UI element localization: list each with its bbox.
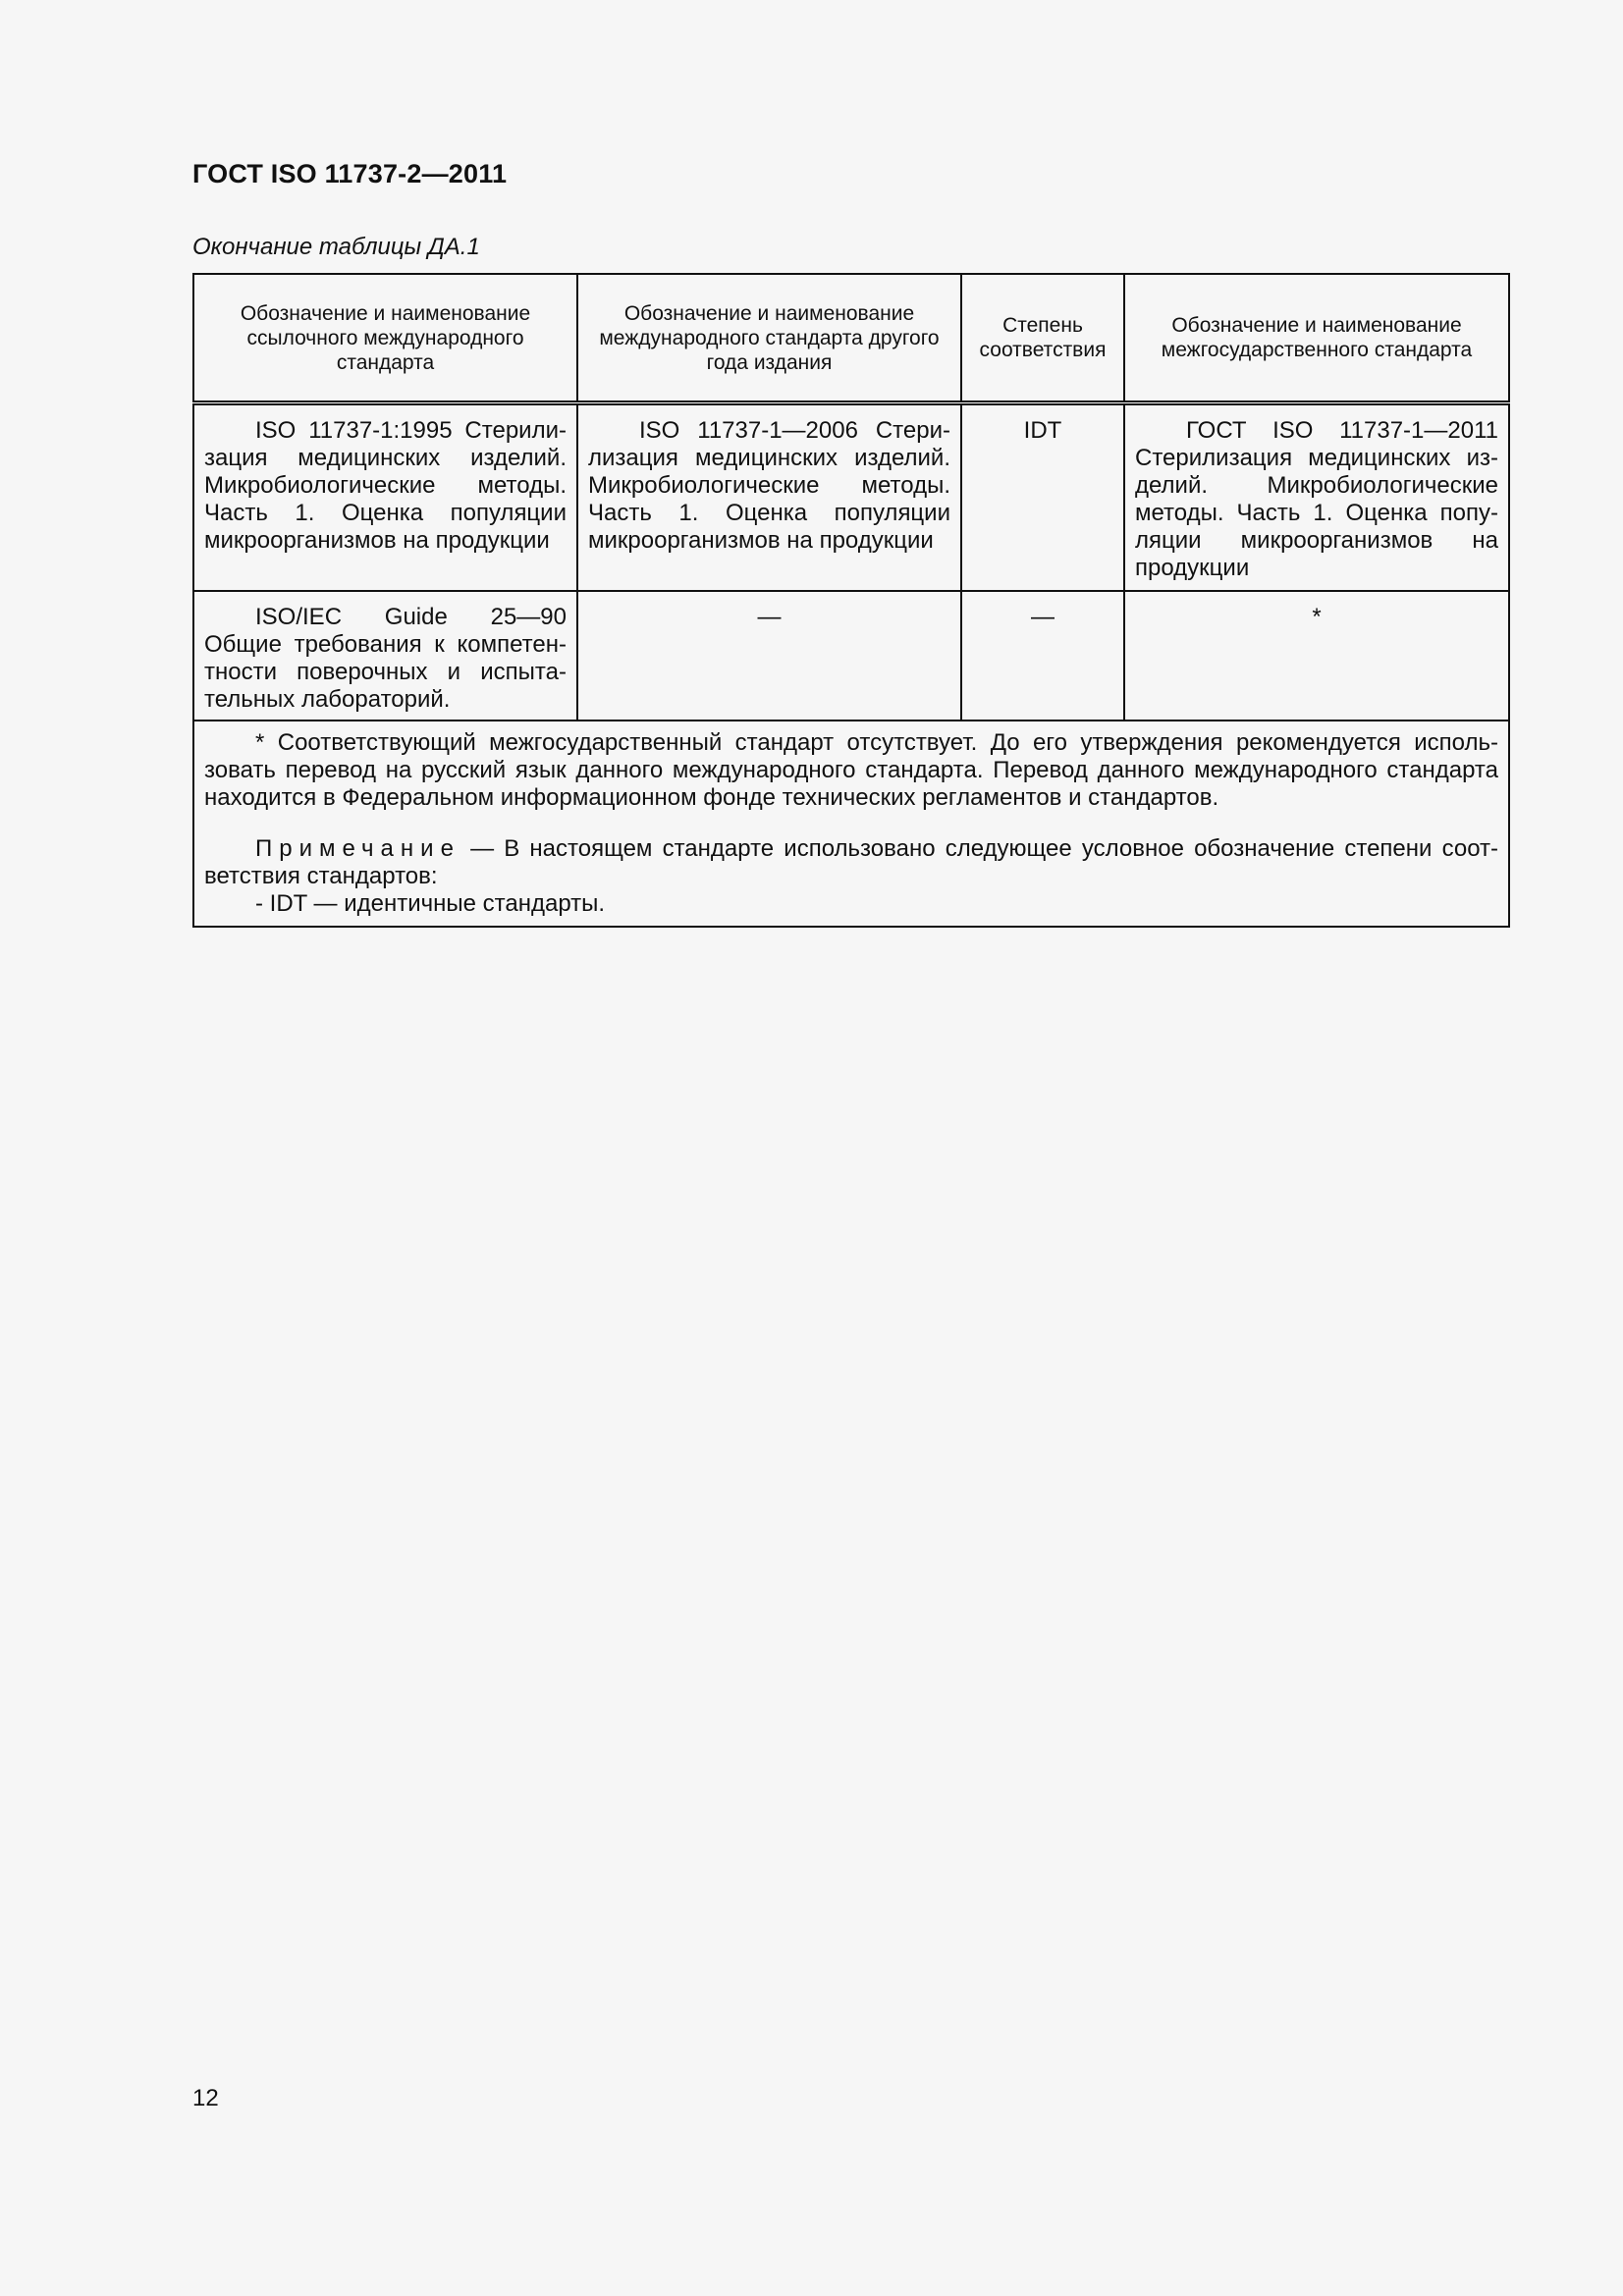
table-cell: IDT — [961, 403, 1124, 592]
page-number: 12 — [192, 2085, 219, 2111]
note-list-item: - IDT — идентичные стандарты. — [255, 890, 606, 917]
table-cell: ГОСТ ISO 11737-1—2011 Стерилизация медицинских изделий. Микробиологические методы. Часть 1. Оценка популяции микроорганизмов на продукции — [1124, 403, 1509, 592]
table-cell: ISO 11737-1:1995 Стерилизация медицинских изделий. Микробиологические методы. Часть 1. Оценка популяции микроорганизмов на продукции — [193, 403, 577, 592]
column-header-interstate-standard: Обозначение и наименование межгосударственного стандарта — [1124, 274, 1509, 403]
table-row — [193, 403, 1509, 592]
note-label: Примечание — [255, 835, 460, 862]
table-cell: ISO/IEC Guide 25—90 Общие требования к компетентности поверочных и испытательных лабораторий. — [193, 591, 577, 721]
column-header-degree: Степень соответствия — [961, 274, 1124, 403]
table-cell: ISO 11737-1—2006 Стерилизация медицинских изделий. Микробиологические методы. Часть 1. Оценка популяции микроорганизмов на продукции — [577, 403, 961, 592]
table-row — [193, 591, 1509, 721]
document-code: ГОСТ ISO 11737-2—2011 — [192, 159, 508, 188]
standards-correspondence-table — [192, 273, 1510, 928]
column-header-other-year-standard: Обозначение и наименование международного стандарта другого года издания — [577, 274, 961, 403]
table-footnote-row — [193, 721, 1509, 927]
footnote-cell — [193, 721, 1509, 927]
table-caption: Окончание таблицы ДА.1 — [192, 234, 480, 260]
table-cell: * — [1124, 591, 1509, 721]
footnote-text: * Соответствующий межгосударственный стандарт отсутствует. До его утверждения рекомендуется использовать перевод на русский язык данного международного стандарта. Перевод данного международного стандарта находится в Федеральном информационном фонде технических регламентов и стандартов. — [204, 729, 1498, 811]
table-cell: — — [961, 591, 1124, 721]
note-text: — В настоящем стандарте использовано следующее условное обозначение степени соответствия стандартов: — [204, 835, 1499, 889]
table-cell: — — [577, 591, 961, 721]
note-paragraph — [204, 835, 1498, 890]
table-header-row — [193, 274, 1509, 403]
column-header-ref-standard: Обозначение и наименование ссылочного международного стандарта — [193, 274, 577, 403]
